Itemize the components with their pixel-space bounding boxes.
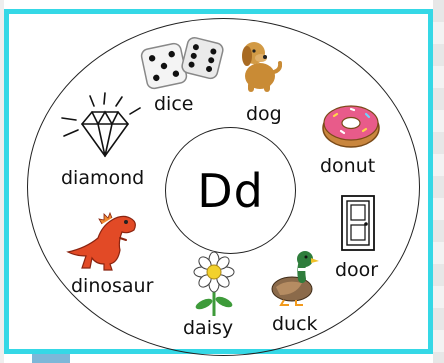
duck-icon	[262, 249, 320, 307]
word-dinosaur: dinosaur	[71, 275, 154, 297]
word-daisy: daisy	[183, 317, 234, 339]
center-letter: Dd	[197, 163, 264, 218]
word-donut: donut	[320, 155, 376, 177]
dinosaur-icon	[64, 208, 144, 272]
dog-icon	[236, 36, 282, 94]
word-dice: dice	[154, 93, 194, 115]
word-duck: duck	[272, 313, 318, 335]
word-dog: dog	[246, 103, 282, 125]
daisy-icon	[190, 252, 238, 318]
background-edge-right	[433, 0, 444, 363]
door-icon	[340, 194, 376, 252]
diamond-icon	[56, 92, 152, 164]
dice-icon	[136, 34, 226, 90]
donut-icon	[320, 100, 382, 150]
background-tab	[32, 354, 70, 363]
word-diamond: diamond	[61, 167, 145, 189]
word-door: door	[335, 259, 379, 281]
